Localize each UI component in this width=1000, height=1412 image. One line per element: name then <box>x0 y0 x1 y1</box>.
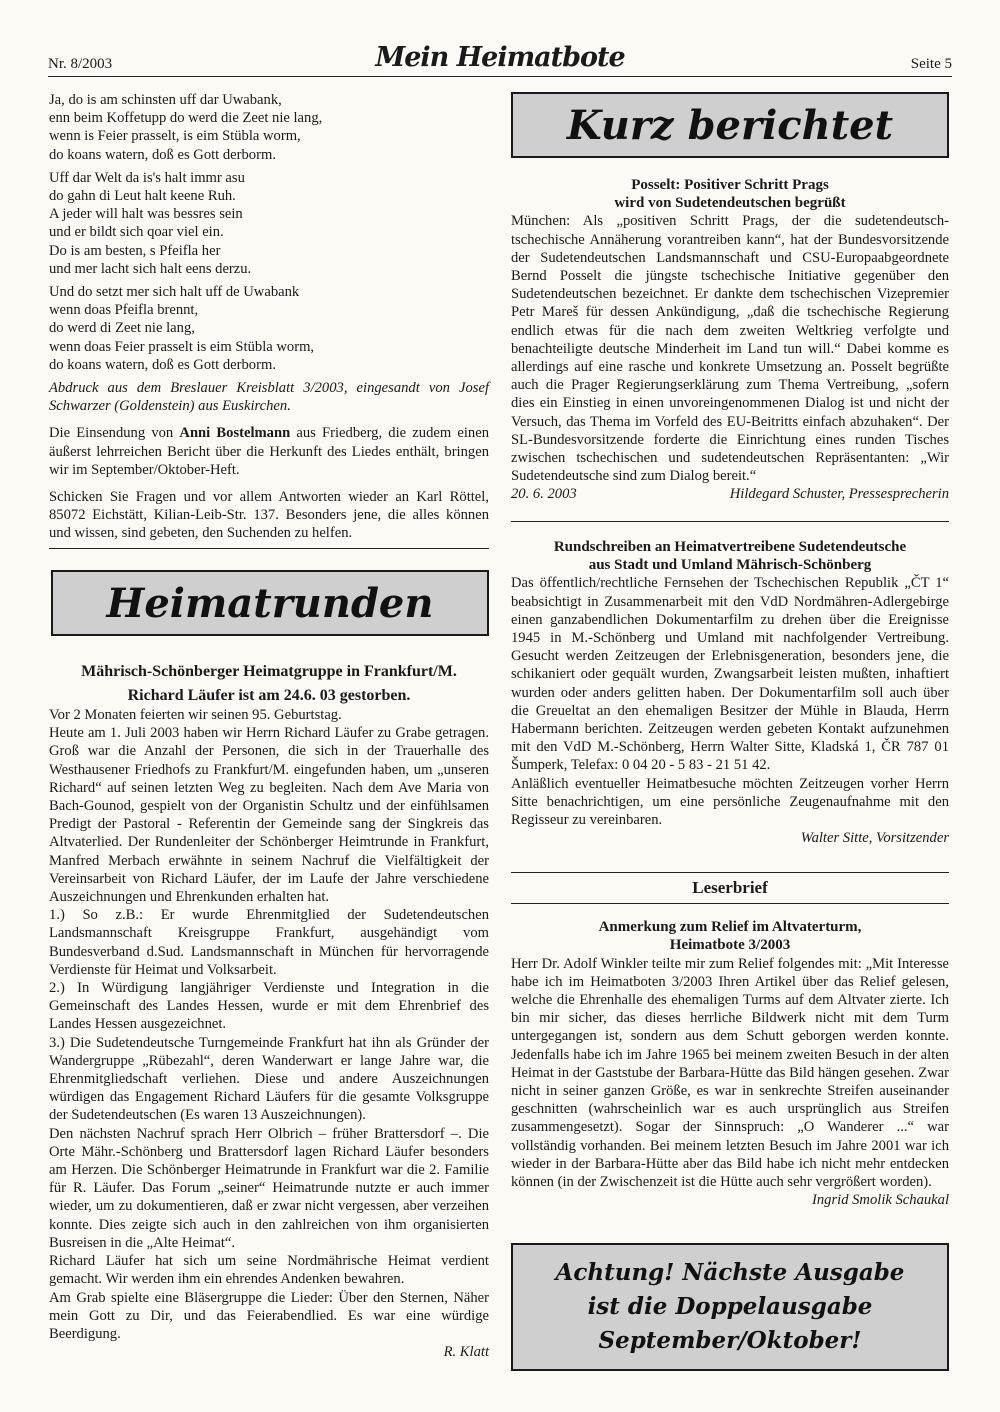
poem-line: wenn is Feier prasselt, is eim Stübla worm, <box>49 128 301 145</box>
einsendung-text: aus Friedberg, die zudem einen äußerst lehrreichen Bericht über die Herkunft des Liedes enthält, bringen wir im September/Oktober-Heft. <box>49 425 489 478</box>
article-heading: Anmerkung zum Relief im Altvaterturm, <box>598 919 862 936</box>
notice-line: Achtung! Nächste Ausgabe <box>555 1259 905 1286</box>
poem-line: Und do setzt mer sich halt uff de Uwabank <box>49 284 300 301</box>
article-paragraph: München: Als „positiven Schritt Prags, der die sudetendeutsch-tschechische Annäherung vorantreiben kann“, hat der Bundesvorsitzende der Sudetendeutschen Landsmannschaft und CSU-Europaabgeordnete Bernd Posselt die jüngste tschechische Initiative gegenüber den Sudetendeutschen bezeichnet. Er dankte dem tschechischen Vizepremier Petr Mareš für dessen Ankündigung, „daß die tschechische Regierung endlich etwas für die nach dem zweiten Weltkrieg verfolgte und benachteiligte deutsche Minderheit im Land tun will.“ Dabei komme es allerdings auf eine rasche und konkrete Umsetzung an. Posselt begrüßte auch die Prager Regierungserklärung zum Thema Vertreibung, „sofern dies ein Einstieg in einen unvoreingenommenen Dialog ist und nicht der Versuch, das Thema im Vorfeld des EU-Beitritts einfach abzuhaken“. Der SL-Bundesvorsitzende forderte die Einrichtung eines runden Tisches zwischen tschechischen und sudetendeutschen Repräsentanten: „Wir Sudetendeutsche sind zum Dialog bereit.“ <box>511 213 949 485</box>
rundschreiben-article <box>511 538 949 847</box>
poem <box>49 91 489 415</box>
kurz-article <box>511 176 949 504</box>
poem-line: do koans watern, doß es Gott derborm. <box>49 356 276 373</box>
notice-banner <box>511 1243 949 1371</box>
poem-line: do gahn di Leut halt keene Ruh. <box>49 188 236 205</box>
notice-line: September/Oktober! <box>598 1327 862 1354</box>
einsendung-text: Die Einsendung von <box>49 425 180 442</box>
poem-line: Ja, do is am schinsten uff dar Uwabank, <box>49 92 282 108</box>
poem-line: Do is am besten, s Pfeifla her <box>49 242 221 259</box>
article-author: Walter Sitte, Vorsitzender <box>800 830 949 847</box>
newspaper-title: Mein Heimatbote <box>375 42 625 73</box>
left-column-top <box>49 91 489 543</box>
article-paragraph: 1.) So z.B.: Er wurde Ehrenmitglied der Sudetendeutschen Landsmannschaft Kreisgruppe Frankfurt, ausgehändigt vom Bundesverband d.Sud. Landsmannschaft in München für hervorragende Verdienste für Heimat und Volksarbeit. <box>49 907 489 978</box>
article-subheading: aus Stadt und Umland Mährisch-Schönberg <box>588 557 872 574</box>
poem-line: und er bildt sich qoar viel ein. <box>49 224 224 241</box>
article-signature <box>511 485 949 503</box>
article-paragraph: Herr Dr. Adolf Winkler teilte mir zum Relief folgendes mit: „Mit Interesse habe ich im Heimatboten 3/2003 Ihren Artikel über das Relief gelesen, welche die Ehrenhalle des ehemaligen Turms auf dem Altvater zierte. Ich bin mir sicher, das dieses herrliche Bildwerk nicht mit dem Turm untergegangen ist, sondern aus dem Schutt geborgen werden konnte. Jedenfalls habe ich im Jahre 1965 bei meinem zweiten Besuch in der alten Heimat in der Gaststube der Barbara-Hütte das Bild hängen gesehen. Zwar nicht in seiner ganzen Größe, es war in senkrechte Streifen auseinander geschnitten (wahrscheinlich war es auch ursprünglich aus Streifen zusammengesetzt). Sogar der Sinnspruch: „O Wanderer ...“ war vollständig vorhanden. Bei meinem letzten Besuch im Jahre 2001 war ich wieder in der Barbara-Hütte aber das Bild habe ich nicht mehr entdecken können (in der Zwischenzeit ist die Hütte auch sehr vergrößert worden). <box>511 955 949 1191</box>
article-paragraph: Das öffentlich/rechtliche Fernsehen der Tschechischen Republik „ČT 1“ beabsichtigt in Zusammenarbeit mit den VdD Nordmähren-Adlergebirge einen ganzabendlichen Dokumentarfilm zu drehen über die Ereignisse 1945 in M.-Schönberg und Umland mit nachfolgender Vertreibung. Gesucht werden Zeitzeugen der Erlebnisgeneration, besonders jene, die schikaniert oder gequält wurden, Zwangsarbeit leisten mußten, inhaftiert wurden oder anders gelitten haben. Der Dokumentarfilm soll auch über die Greueltat an den ehemaligen Besitzer der Mühle in Blauda, Herrn Habermann berichten. Zeitzeugen werden gebeten Kontakt aufzunehmen mit den VdD M.-Schönberg, Herrn Walter Sitte, Kladská 1, ČR 787 01 Šumperk, Telefax: 0 04 20 - 5 83 - 21 51 42. <box>511 575 949 774</box>
article-paragraph: Richard Läufer hat sich um seine Nordmährische Heimat verdient gemacht. Wir werden ihm ein ehrendes Andenken bewahren. <box>49 1253 489 1288</box>
poem-stanza <box>49 283 489 374</box>
poem-line: A jeder will halt was bessres sein <box>49 206 243 223</box>
article-paragraph: 3.) Die Sudetendeutsche Turngemeinde Frankfurt hat ihn als Gründer der Wandergruppe „Rübezahl“, deren Wanderwart er lange Jahre war, die Ehrenmitgliedschaft verliehen. Diese und andere Auszeichnungen würdigen das Engagement Richard Läufers für die gesamte Volksgruppe der Sudetendeutschen (Es waren 13 Auszeichnungen). <box>49 1034 489 1124</box>
article-subheading: Heimatbote 3/2003 <box>669 937 791 954</box>
kurz-berichtet-banner <box>511 92 949 158</box>
article-paragraph: Am Grab spielte eine Bläsergruppe die Lieder: Über den Sternen, Näher mein Gott zu Dir, und das Feierabendlied. Es war eine würdige Beerdigung. <box>49 1289 489 1342</box>
poem-stanza <box>49 169 489 278</box>
article-author: Ingrid Smolik Schaukal <box>812 1192 949 1209</box>
heimatrunden-title: Heimatrunden <box>106 579 434 627</box>
article-author: Hildegard Schuster, Pressesprecherin <box>729 486 949 503</box>
einsendung-name: Anni Bostelmann <box>179 425 291 442</box>
article-paragraph: Vor 2 Monaten feierten wir seinen 95. Geburtstag. <box>49 707 342 723</box>
notice-line: ist die Doppelausgabe <box>587 1293 873 1320</box>
leserbrief-label: Leserbrief <box>511 872 949 904</box>
leserbrief-section <box>511 872 949 1209</box>
fragen-note: Schicken Sie Fragen und vor allem Antworten wieder an Karl Röttel, 85072 Eichstätt, Kilian-Leib-Str. 137. Besonders jene, die alles können und wissen, sind gebeten, den Suchenden zu helfen. <box>49 489 489 542</box>
poem-stanza <box>49 91 489 164</box>
article-paragraph: Den nächsten Nachruf sprach Herr Olbrich – früher Brattersdorf –. Die Orte Mähr.-Schönberg und Brattersdorf lagen Richard Läufer besonders am Herzen. Die Schönberger Heimatrunde in Frankfurt war die 2. Familie für R. Läufer. Das Forum „seiner“ Heimatrunde nutzte er auch immer wieder, um zu dokumentieren, daß er zwar nicht vergessen, aber verzeihen konnte. Dies zeigte sich auch in den zahlreichen von ihm organisierten Busreisen in die „Alte Heimat“. <box>49 1125 489 1251</box>
article-heading: Rundschreiben an Heimatvertreibene Sudetendeutsche <box>553 539 907 555</box>
heimatrunden-banner <box>51 570 489 636</box>
page-number: Seite 5 <box>910 56 952 72</box>
section-rule <box>49 548 489 549</box>
article-subheading: wird von Sudetendeutschen begrüßt <box>614 195 846 212</box>
article-paragraph: Heute am 1. Juli 2003 haben wir Herrn Richard Läufer zu Grabe getragen. Groß war die Anzahl der Personen, die sich in der Trauerhalle des Westhausener Friedhofs zu Frankfurt/M. eingefunden haben, um „unseren Richard“ auf seinen letzten Weg zu begleiten. Nach dem Ave Maria von Bach-Gounod, gespielt von der Organistin Schultz und der einfühlsamen Predigt der Pastoral - Referentin der Gemeinde sang der Singkreis das Altvaterlied. Der Rundenleiter der Schönberger Heimtrunde in Frankfurt, Manfred Merbach erwähnte in seinem Nachruf die Vielfältigkeit der Vereinsarbeit von Richard Läufer, der im Laufe der Jahre verschiedene Auszeichnungen und Ehrenkunden erhalten hat. <box>49 725 489 906</box>
kurz-berichtet-title: Kurz berichtet <box>566 101 894 149</box>
poem-line: do koans watern, doß es Gott derborm. <box>49 146 276 163</box>
poem-line: wenn doas Pfeifla brennt, <box>49 302 199 319</box>
poem-line: und mer lacht sich halt eens derzu. <box>49 260 252 277</box>
poem-line: Uff dar Welt da is's halt immr asu <box>49 169 245 186</box>
einsendung-note <box>49 424 489 479</box>
article-heading: Mährisch-Schönberger Heimatgruppe in Frankfurt/M. <box>81 663 457 680</box>
article-author: R. Klatt <box>443 1344 489 1361</box>
header-rule <box>48 76 952 77</box>
article-heading: Posselt: Positiver Schritt Prags <box>631 177 829 193</box>
poem-line: wenn doas Feier prasselt is eim Stübla worm, <box>49 338 315 355</box>
article-date: 20. 6. 2003 <box>511 486 577 503</box>
article-subheading: Richard Läufer ist am 24.6. 03 gestorben. <box>127 687 411 704</box>
poem-line: do werd di Zeet nie lang, <box>49 320 195 337</box>
poem-line: enn beim Koffetupp do werd die Zeet nie lang, <box>49 110 323 127</box>
section-rule <box>511 521 949 522</box>
issue-number: Nr. 8/2003 <box>48 56 113 72</box>
article-paragraph: 2.) In Würdigung langjähriger Verdienste und Integration in die Gemeinschaft des Landes Hessen, wurde er mit dem Ehrenbrief des Landes Hessen ausgezeichnet. <box>49 980 489 1033</box>
article-paragraph: Anläßlich eventueller Heimatbesuche möchten Zeitzeugen vorher Herrn Sitte benachrichtigen, um eine persönliche Zeugenaufnahme mit den Regisseur zu vereinbaren. <box>511 775 949 829</box>
poem-source: Abdruck aus dem Breslauer Kreisblatt 3/2003, eingesandt von Josef Schwarzer (Goldenstein) aus Euskirchen. <box>49 380 489 415</box>
heimatrunden-article <box>49 662 489 1361</box>
